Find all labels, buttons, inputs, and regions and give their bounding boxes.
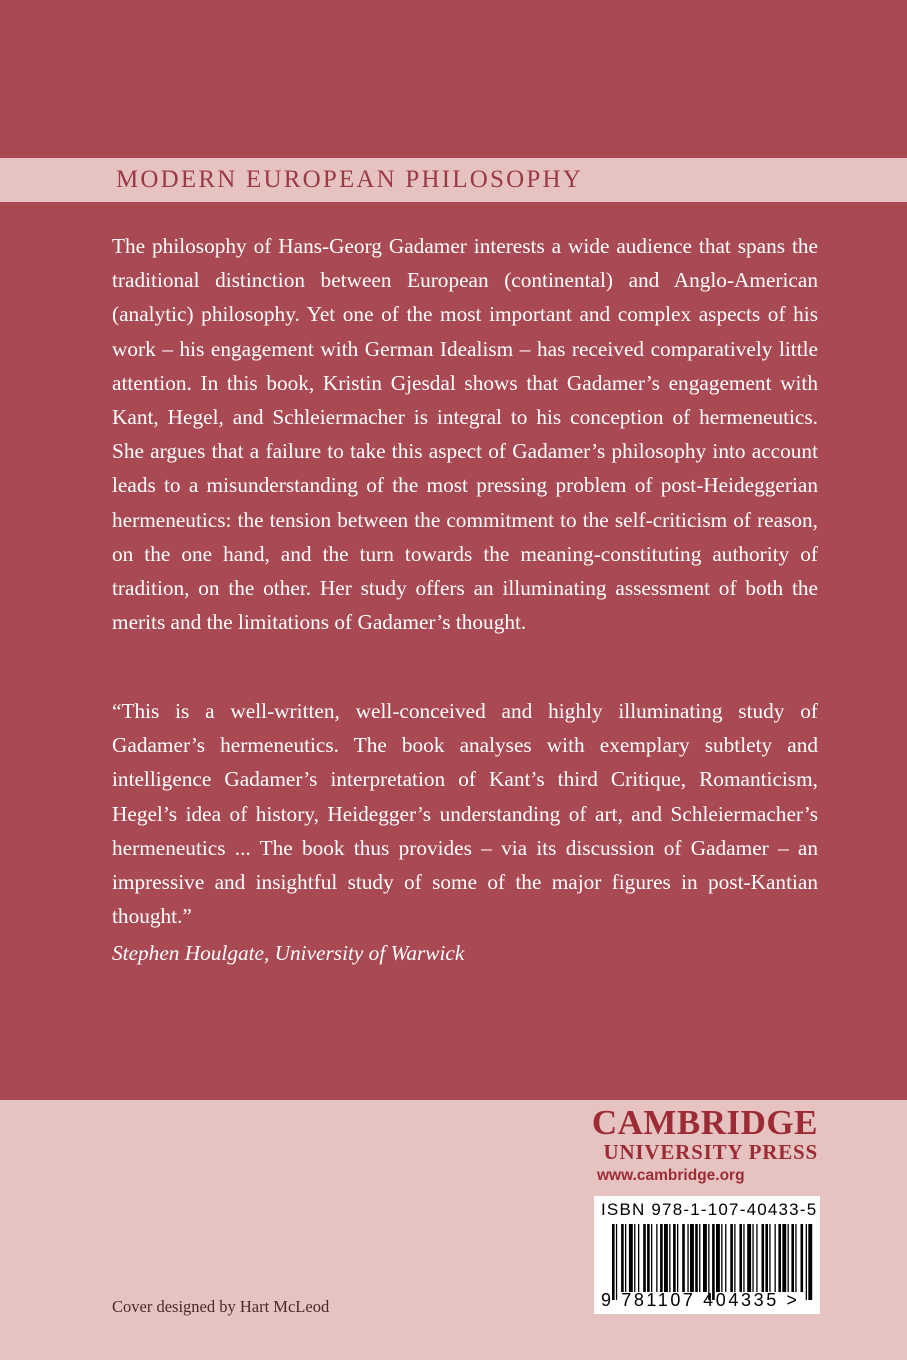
barcode-bar [656, 1224, 657, 1292]
barcode-bar [643, 1224, 646, 1292]
barcode-bar [638, 1224, 639, 1292]
barcode-bar [621, 1224, 624, 1292]
review-attribution: Stephen Houlgate, University of Warwick [112, 941, 465, 965]
barcode-bar [695, 1224, 698, 1292]
barcode-bar [703, 1224, 707, 1292]
barcode-bar [782, 1224, 786, 1292]
barcode-bar [795, 1224, 796, 1292]
barcode-bar [743, 1224, 744, 1292]
barcode-bar [716, 1224, 720, 1292]
barcode-bar [775, 1224, 776, 1292]
barcode-bar [721, 1224, 722, 1292]
publisher-logo-name: CAMBRIDGE [591, 1103, 818, 1142]
barcode-bar [765, 1224, 768, 1292]
barcode-bar [647, 1224, 650, 1292]
barcode-bar [712, 1224, 715, 1300]
barcode-bar [752, 1224, 753, 1292]
barcode-bar [682, 1224, 685, 1292]
barcode-bar [730, 1224, 733, 1292]
barcode-bar [808, 1224, 812, 1300]
barcode-bar [612, 1224, 615, 1300]
barcode-digits: 9 781107 404335 > [601, 1290, 800, 1310]
barcode-bar [725, 1224, 726, 1292]
isbn-label: ISBN 978-1-107-40433-5 [601, 1200, 818, 1219]
barcode-bar [673, 1224, 676, 1292]
review-quote: “This is a well-written, well-conceived and highly illuminating study of Gadamer’s hermeneutics. The book analyses with exemplary subtlety and intelligence Gadamer’s interpretation of Kant’s third Critique, Romanticism, Hegel’s idea of history, Heidegger’s understanding of art, and Schleiermacher’s hermeneutics ... The book thus provides – via its discussion of Gadamer – an impressive and insightful study of some of the major figures in post-Kantian thought.” [112, 699, 818, 929]
barcode-bar [788, 1224, 789, 1292]
barcode-bar [708, 1224, 709, 1300]
barcode-bar [634, 1224, 635, 1292]
barcode-bar [756, 1224, 757, 1292]
barcode-bar [762, 1224, 765, 1292]
publisher-url: www.cambridge.org [597, 1167, 745, 1184]
barcode-bar [651, 1224, 652, 1292]
barcode-bar [690, 1224, 694, 1292]
series-title: MODERN EUROPEAN PHILOSOPHY [116, 166, 583, 193]
book-description: The philosophy of Hans-Georg Gadamer interests a wide audience that spans the traditional distinction between European (continental) and Anglo-American (analytic) philosophy. Yet one of the most important and complex aspects of his work – his engagement with German Idealism – has received comparatively little attention. In this book, Kristin Gjesdal shows that Gadamer’s engagement with Kant, Hegel, and Schleiermacher is integral to his conception of hermeneutics. She argues that a failure to take this aspect of Gadamer’s philosophy into account leads to a misunderstanding of the most pressing problem of post-Heideggerian hermeneutics: the tension between the commitment to the self-criticism of reason, on the one hand, and the turn towards the meaning-constituting authority of tradition, on the other. Her study offers an illuminating assessment of both the merits and the limitations of Gadamer’s thought. [112, 234, 818, 635]
barcode-bar [699, 1224, 700, 1292]
barcode-bar [769, 1224, 770, 1292]
barcode-bar [747, 1224, 751, 1292]
barcode-bar [687, 1224, 688, 1292]
publisher-logo-subtitle: UNIVERSITY PRESS [603, 1140, 818, 1164]
barcode-bar [677, 1224, 678, 1292]
cover-credit: Cover designed by Hart McLeod [112, 1297, 330, 1316]
barcode-bar [806, 1224, 807, 1300]
barcode-bar [625, 1224, 626, 1292]
barcode-bar [629, 1224, 633, 1292]
barcode-bar [660, 1224, 663, 1292]
barcode-bar [669, 1224, 670, 1292]
barcode-bar [791, 1224, 794, 1292]
barcode-bar [801, 1224, 804, 1292]
barcode-bar [739, 1224, 742, 1292]
barcode-bar [664, 1224, 668, 1292]
barcode-bar [616, 1224, 617, 1300]
barcode-bar [734, 1224, 735, 1292]
barcode-bar [778, 1224, 781, 1292]
